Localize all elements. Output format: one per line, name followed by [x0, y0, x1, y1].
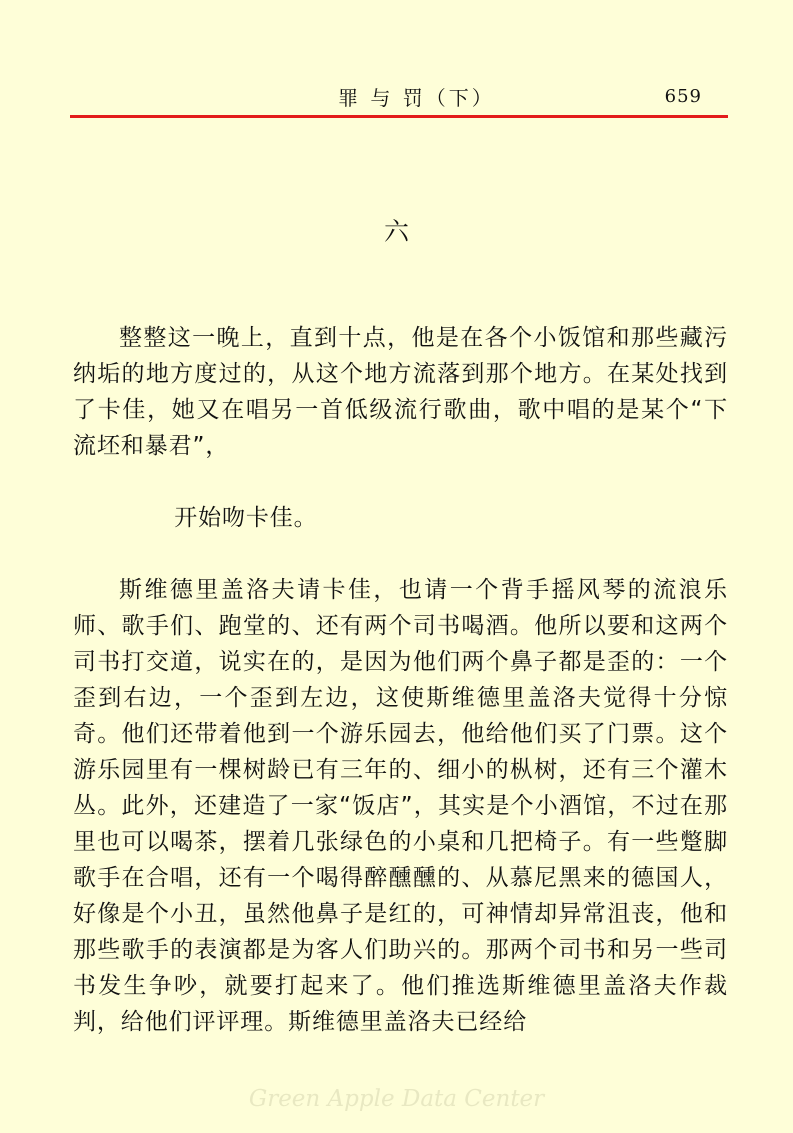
paragraph-gap	[73, 464, 728, 500]
paragraph-gap	[73, 536, 728, 572]
paragraph: 整整这一晚上，直到十点，他是在各个小饭馆和那些藏污纳垢的地方度过的，从这个地方流落到那个地方。在某处找到了卡佳，她又在唱另一首低级流行歌曲，歌中唱的是某个“下流坯和暴君”，	[73, 325, 728, 459]
watermark: Green Apple Data Center	[248, 1086, 545, 1112]
page-number: 659	[664, 86, 702, 107]
body-text	[73, 320, 728, 1040]
chapter-heading: 六	[383, 217, 409, 246]
paragraph: 斯维德里盖洛夫请卡佳，也请一个背手摇风琴的流浪乐师、歌手们、跑堂的、还有两个司书喝酒。他所以要和这两个司书打交道，说实在的，是因为他们两个鼻子都是歪的：一个歪到右边，一个歪到左边，这使斯维德里盖洛夫觉得十分惊奇。他们还带着他到一个游乐园去，他给他们买了门票。这个游乐园里有一棵树龄已有三年的、细小的枞树，还有三个灌木丛。此外，还建造了一家“饭店”，其实是个小酒馆，不过在那里也可以喝茶，摆着几张绿色的小桌和几把椅子。有一些蹩脚歌手在合唱，还有一个喝得醉醺醺的、从慕尼黑来的德国人，好像是个小丑，虽然他鼻子是红的，可神情却异常沮丧，他和那些歌手的表演都是为客人们助兴的。那两个司书和另一些司书发生争吵，就要打起来了。他们推选斯维德里盖洛夫作裁判，给他们评评理。斯维德里盖洛夫已经给	[73, 577, 728, 1035]
paragraph: 开始吻卡佳。	[174, 505, 318, 531]
header-rule	[70, 115, 728, 118]
book-title: 罪 与 罚（下）	[338, 86, 495, 110]
running-header	[70, 80, 728, 114]
